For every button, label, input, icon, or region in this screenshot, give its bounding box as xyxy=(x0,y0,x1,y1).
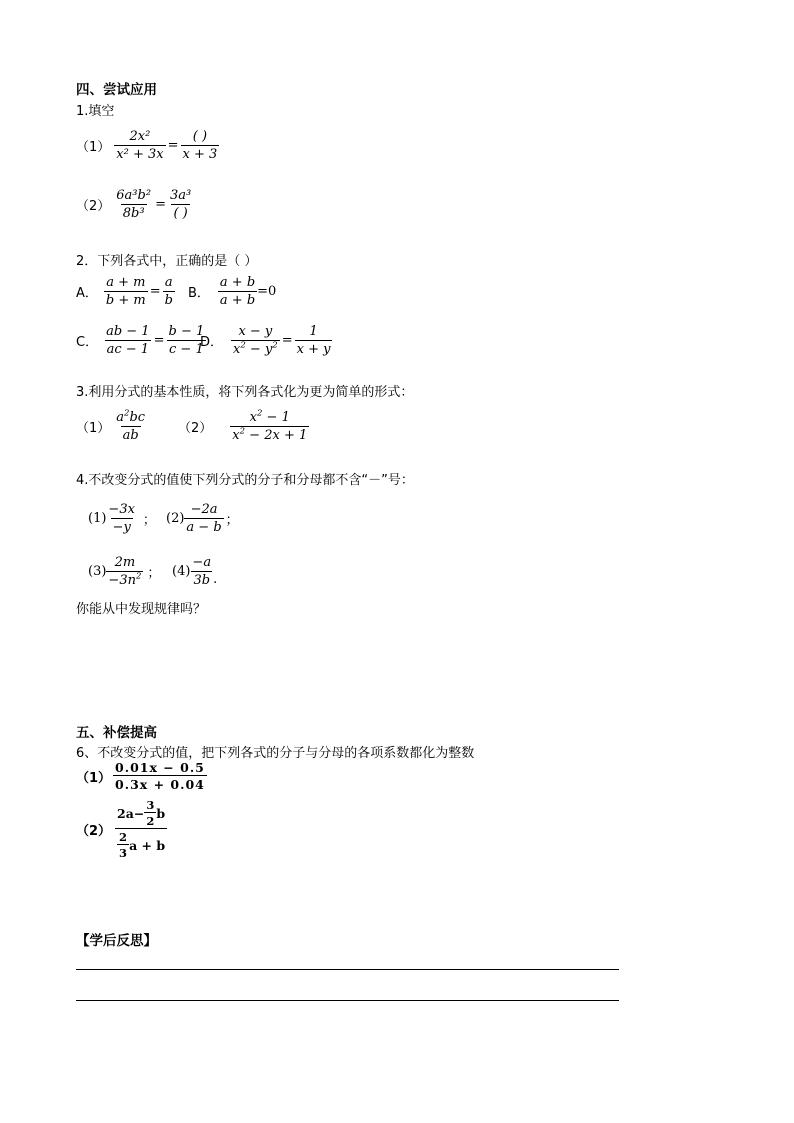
numerator: 0.01x − 0.5 xyxy=(115,760,205,775)
section5-title: 五、补偿提高 xyxy=(76,725,157,741)
q6-part2 xyxy=(76,799,167,859)
q6-part1 xyxy=(76,761,207,791)
q1-part1-label: （1） xyxy=(76,140,111,156)
denominator: x + 3 xyxy=(182,146,218,162)
denominator: 0.3x + 0.04 xyxy=(115,777,205,793)
q1-part1: （1） $\frac{\text{2x²}}{\text{x² + 3x}}$ = $\frac{( )}{x + 3}$ xyxy=(76,129,218,162)
complex-fraction: 2a− $\frac{3}{2}$ b $\frac{2}{3}$ a + b xyxy=(117,798,166,861)
q4-part1: (1) $\frac{-3x}{-y}$ ； xyxy=(88,502,156,535)
q4-question: 你能从中发现规律吗？ xyxy=(76,602,207,617)
q4-title: 4.不改变分式的值使下列分式的分子和分母都不含“－”号： xyxy=(76,473,414,488)
q1-part2: （2） $\frac{\text{6a³b²}}{\text{8b³}}$ = $\frac{\text{3a³}}{( )}$ xyxy=(76,188,192,221)
option-b-tail: =0 xyxy=(257,284,277,300)
reflection-title: 【学后反思】 xyxy=(76,933,157,949)
q2-option-c: C． $\frac{ab - 1}{ac - 1}$ = $\frac{b - 1}{c - 1}$ xyxy=(76,324,205,357)
q3-part2: （2） $\frac{x^2 - 1}{x^2 - 2x + 1}$ xyxy=(178,408,308,443)
q3-part1-label: （1） xyxy=(76,421,111,437)
numerator: 3a³ xyxy=(169,188,192,203)
fraction xyxy=(181,130,220,161)
q4-part4-label: (4) xyxy=(172,564,191,580)
q4-part2-label: (2) xyxy=(166,511,185,527)
numerator-blank: ( ) xyxy=(192,129,208,144)
q3-part2-label: （2） xyxy=(178,421,213,437)
q3-title: 3.利用分式的基本性质，将下列各式化为更为简单的形式： xyxy=(76,385,414,400)
q2-option-d: D． $\frac{x - y}{x^2 - y^2}$ = $\frac{1}{x + y}$ xyxy=(200,324,331,357)
section4-title: 四、尝试应用 xyxy=(76,82,157,98)
q1-title: 1.填空 xyxy=(76,104,115,119)
q4-part1-label: (1) xyxy=(88,511,107,527)
fraction xyxy=(168,189,193,220)
denominator-blank: ( ) xyxy=(173,205,188,221)
numerator: 6a³b² xyxy=(116,188,152,203)
option-d-label: D． xyxy=(200,335,224,351)
q4-part4: (4) $\frac{-a}{3b}$ . xyxy=(172,555,218,588)
q1-part2-label: （2） xyxy=(76,199,111,215)
q6-part2-label: （2） xyxy=(76,823,112,839)
option-c-label: C． xyxy=(76,335,99,351)
denominator: x² + 3x xyxy=(116,146,164,162)
q4-part3: (3) $\frac{2m}{-3n^2}$ ； xyxy=(88,555,161,588)
fraction xyxy=(114,189,153,220)
option-a-label: A． xyxy=(76,286,98,302)
answer-line xyxy=(76,1000,619,1001)
answer-line xyxy=(76,969,619,970)
q2-title: 2．下列各式中，正确的是（ ） xyxy=(76,254,258,269)
q2-option-a: A． $\frac{a + m}{b + m}$ = $\frac{a}{b}$ xyxy=(76,275,173,308)
fraction xyxy=(114,130,165,161)
q6-title: 6、不改变分式的值，把下列各式的分子与分母的各项系数都化为整数 xyxy=(76,746,475,761)
denominator: 8b³ xyxy=(122,205,145,221)
fraction xyxy=(113,761,207,791)
q4-part3-label: (3) xyxy=(88,564,107,580)
q6-part1-label: （1） xyxy=(76,770,112,786)
q3-part1: （1） $\frac{a^2bc}{ab}$ xyxy=(76,408,146,443)
numerator: 2x² xyxy=(129,129,151,144)
option-b-label: B． xyxy=(188,286,210,302)
q2-option-b: B． $\frac{a + b}{a + b}$ =0 xyxy=(188,275,277,308)
q4-part2: (2) $\frac{-2a}{a - b}$ ； xyxy=(166,502,239,535)
